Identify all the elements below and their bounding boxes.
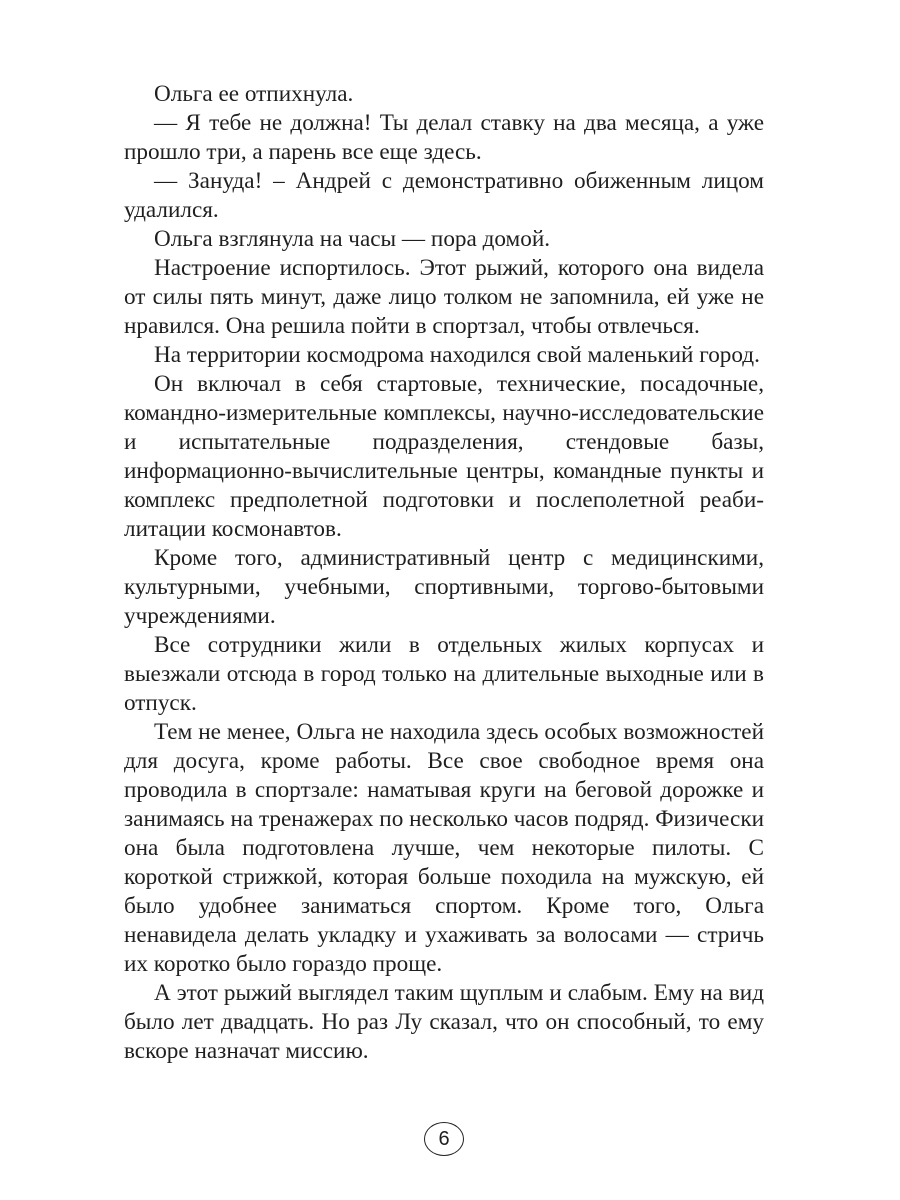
page-number: 6 [424, 1122, 464, 1156]
paragraph-6: На территории космодрома находился свой маленький город. [154, 342, 760, 368]
paragraph-7: Он включал в себя стартовые, технические, посадочные, командно-измерительные комплексы, научно-исследовательские и испытательные подразделения, стендовые базы, информационно-вычислительные центры, командные пункты и комплекс предполетной подготовки и послеполетной реабилитации космонавтов. [124, 371, 764, 542]
paragraph-8: Кроме того, административный центр с медицинскими, культурными, учебными, спортивными, торгово-бытовыми учреждениями. [124, 545, 764, 629]
paragraph-2: — Я тебе не должна! Ты делал ставку на два месяца, а уже прошло три, а парень все еще здесь. [124, 110, 764, 165]
paragraph-9: Все сотрудники жили в отдельных жилых корпусах и выезжали отсюда в город только на длительные выходные или в отпуск. [124, 632, 764, 716]
paragraph-10: Тем не менее, Ольга не находила здесь особых возможностей для досуга, кроме работы. Все свое свободное время она проводила в спортзале: наматывая круги на беговой дорожке и занимаясь на тренажерах по несколько часов подряд. Физически она была подготовлена лучше, чем некоторые пилоты. С короткой стрижкой, которая больше походила на мужскую, ей было удобнее заниматься спортом. Кроме того, Ольга ненавидела делать укладку и ухаживать за волосами — стричь их коротко было гораздо проще. [124, 719, 764, 977]
paragraph-4: Ольга взглянула на часы — пора домой. [154, 226, 551, 252]
paragraph-1: Ольга ее отпихнула. [154, 81, 354, 107]
page-body-text [124, 80, 764, 1066]
paragraph-5: Настроение испортилось. Этот рыжий, которого она видела от силы пять минут, даже лицо толком не запомнила, ей уже не нравился. Она решила пойти в спортзал, чтобы отвлечься. [124, 255, 764, 339]
paragraph-11: А этот рыжий выглядел таким щуплым и слабым. Ему на вид было лет двадцать. Но раз Лу сказал, что он способный, то ему вскоре назначат миссию. [124, 980, 764, 1064]
paragraph-3: — Зануда! – Андрей с демонстративно обиженным лицом удалился. [124, 168, 764, 223]
